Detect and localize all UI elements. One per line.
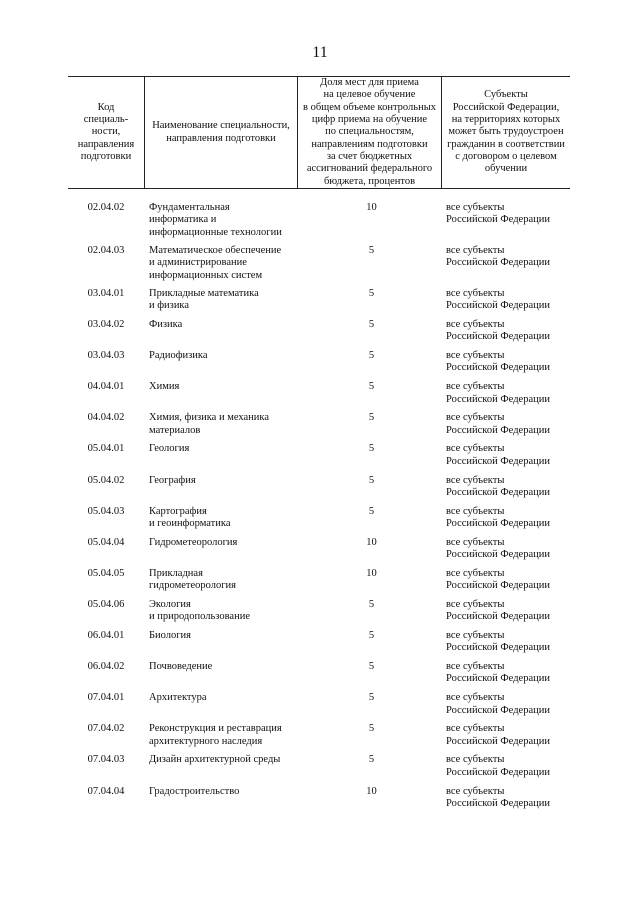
cell-name: Архитектура — [149, 692, 207, 704]
cell-subjects: все субъекты Российской Федерации — [446, 381, 550, 405]
header-share: Доля мест для приема на целевое обучение в общем объеме контрольных цифр приема на обучение по специальностям, направлениям подготовки за счет бюджетных ассигнований федерального бюджета, процентов — [302, 77, 436, 187]
cell-share: 5 — [368, 723, 375, 735]
cell-share: 5 — [368, 412, 375, 424]
cell-share: 5 — [368, 350, 375, 362]
cell-code: 02.04.02 — [87, 202, 125, 213]
page-number: 11 — [312, 44, 328, 61]
cell-share: 5 — [368, 598, 375, 610]
cell-share: 5 — [368, 288, 375, 299]
cell-subjects: все субъекты Российской Федерации — [446, 474, 550, 498]
cell-name: Фундаментальная информатика и информационные технологии — [149, 202, 282, 238]
cell-subjects: все субъекты Российской Федерации — [446, 350, 550, 374]
cell-code: 05.04.04 — [87, 536, 125, 548]
cell-subjects: все субъекты Российской Федерации — [446, 536, 550, 561]
cell-subjects: все субъекты Российской Федерации — [446, 598, 550, 623]
table-row — [0, 443, 640, 474]
table-row — [0, 350, 640, 381]
cell-subjects: все субъекты Российской Федерации — [446, 505, 550, 529]
cell-name: Экология и природопользование — [149, 598, 250, 623]
cell-subjects: все субъекты Российской Федерации — [446, 319, 550, 343]
table-row — [0, 599, 640, 630]
table-row — [0, 412, 640, 443]
cell-name: Радиофизика — [149, 350, 208, 362]
table-row — [0, 786, 640, 817]
table-row — [0, 202, 640, 245]
cell-name: Прикладные математика и физика — [149, 288, 259, 312]
cell-subjects: все субъекты Российской Федерации — [446, 630, 550, 654]
cell-subjects: все субъекты Российской Федерации — [446, 412, 550, 436]
cell-subjects: все субъекты Российской Федерации — [446, 202, 550, 226]
cell-code: 04.04.01 — [87, 381, 125, 393]
cell-share: 5 — [368, 245, 375, 256]
cell-name: Градостроительство — [149, 785, 240, 797]
cell-share: 5 — [368, 505, 375, 517]
cell-share: 5 — [368, 692, 375, 704]
cell-name: Почвоведение — [149, 661, 213, 673]
cell-name: Геология — [149, 443, 190, 455]
cell-share: 5 — [368, 754, 375, 766]
cell-name: Химия — [149, 381, 180, 393]
cell-name: Математическое обеспечение и администрирование информационных систем — [149, 245, 282, 281]
cell-subjects: все субъекты Российской Федерации — [446, 692, 550, 716]
table-body — [0, 202, 640, 817]
cell-share: 5 — [368, 661, 375, 673]
cell-name: География — [149, 474, 196, 486]
table-row — [0, 288, 640, 319]
table-row — [0, 568, 640, 599]
cell-share: 5 — [368, 319, 375, 331]
cell-share: 10 — [366, 785, 377, 797]
cell-code: 03.04.02 — [87, 319, 125, 331]
cell-name: Биология — [149, 630, 192, 642]
cell-subjects: все субъекты Российской Федерации — [446, 443, 550, 467]
table-row — [0, 692, 640, 723]
cell-share: 5 — [368, 474, 375, 486]
cell-code: 02.04.03 — [87, 245, 125, 256]
cell-code: 06.04.02 — [87, 661, 125, 673]
cell-subjects: все субъекты Российской Федерации — [446, 661, 550, 685]
cell-code: 05.04.05 — [87, 567, 125, 579]
table-row — [0, 630, 640, 661]
cell-code: 05.04.03 — [87, 505, 125, 517]
cell-code: 05.04.06 — [87, 598, 125, 610]
header-subjects: Субъекты Российской Федерации, на территориях которых может быть трудоустроен гражданин в соответствии с договором о целевом обучении — [447, 89, 565, 175]
table-header — [68, 76, 570, 189]
cell-code: 07.04.02 — [87, 723, 125, 735]
cell-share: 5 — [368, 630, 375, 642]
cell-code: 07.04.01 — [87, 692, 125, 704]
cell-subjects: все субъекты Российской Федерации — [446, 245, 550, 269]
cell-name: Физика — [149, 319, 183, 331]
cell-name: Прикладная гидрометеорология — [149, 567, 236, 592]
cell-share: 10 — [366, 202, 377, 213]
cell-code: 03.04.01 — [87, 288, 125, 299]
cell-code: 03.04.03 — [87, 350, 125, 362]
table-row — [0, 506, 640, 537]
cell-name: Химия, физика и механика материалов — [149, 412, 269, 436]
cell-name: Гидрометеорология — [149, 536, 238, 548]
cell-subjects: все субъекты Российской Федерации — [446, 567, 550, 592]
table-row — [0, 475, 640, 506]
cell-code: 06.04.01 — [87, 630, 125, 642]
table-row — [0, 661, 640, 692]
table-row — [0, 381, 640, 412]
cell-subjects: все субъекты Российской Федерации — [446, 288, 550, 312]
table-row — [0, 245, 640, 288]
header-code: Код специаль- ности, направления подготовки — [77, 101, 135, 162]
cell-subjects: все субъекты Российской Федерации — [446, 723, 550, 747]
table-row — [0, 537, 640, 568]
cell-code: 07.04.03 — [87, 754, 125, 766]
cell-code: 04.04.02 — [87, 412, 125, 424]
cell-name: Реконструкция и реставрация архитектурного наследия — [149, 723, 282, 747]
cell-code: 05.04.01 — [87, 443, 125, 455]
cell-share: 5 — [368, 443, 375, 455]
table-row — [0, 754, 640, 785]
cell-subjects: все субъекты Российской Федерации — [446, 754, 550, 778]
cell-share: 10 — [366, 567, 377, 579]
table-row — [0, 319, 640, 350]
cell-code: 07.04.04 — [87, 785, 125, 797]
cell-code: 05.04.02 — [87, 474, 125, 486]
table-row — [0, 723, 640, 754]
cell-share: 5 — [368, 381, 375, 393]
cell-share: 10 — [366, 536, 377, 548]
cell-subjects: все субъекты Российской Федерации — [446, 785, 550, 809]
cell-name: Картография и геоинформатика — [149, 505, 231, 529]
cell-name: Дизайн архитектурной среды — [149, 754, 281, 766]
header-name: Наименование специальности, направления подготовки — [152, 120, 290, 144]
